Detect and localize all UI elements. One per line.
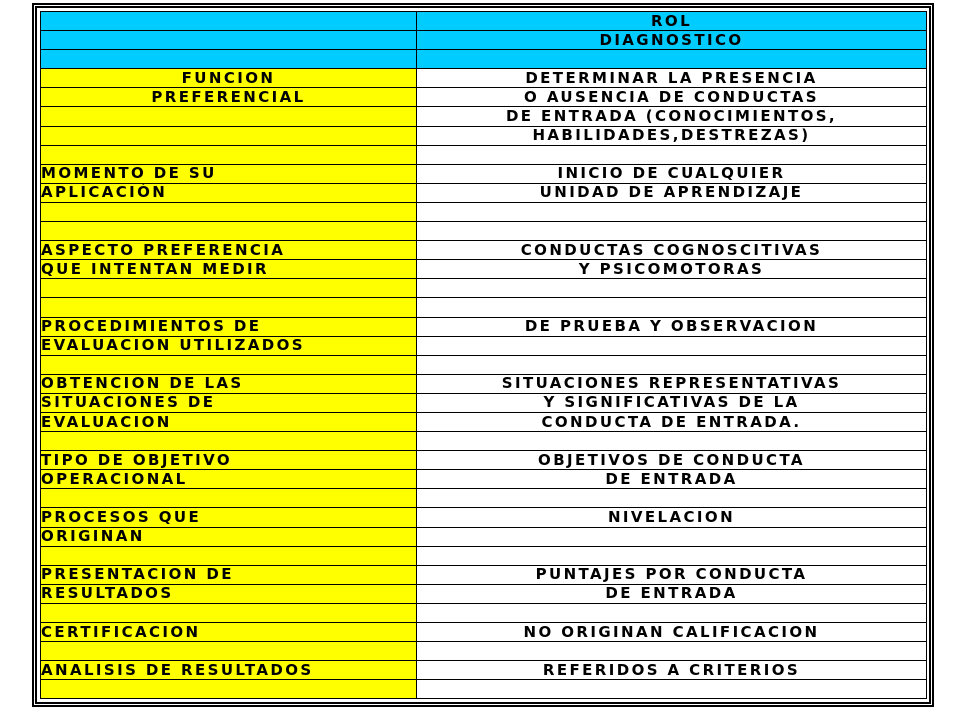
right-cell: CONDUCTA DE ENTRADA. [417,412,927,431]
table-row [41,451,927,470]
left-cell [41,603,417,622]
right-cell [417,202,927,221]
right-cell: ROL [417,12,927,31]
table-row [41,355,927,374]
table-row [41,126,927,145]
right-cell: DE ENTRADA [417,584,927,603]
right-cell: NO ORIGINAN CALIFICACION [417,623,927,642]
left-cell [41,12,417,31]
left-cell: APLICACIÓN [41,183,417,202]
left-cell: PROCEDIMIENTOS DE [41,317,417,336]
left-cell [41,145,417,164]
right-cell: O AUSENCIA DE CONDUCTAS [417,88,927,107]
left-cell [41,355,417,374]
table-row [41,279,927,298]
left-cell [41,50,417,69]
right-cell: INICIO DE CUALQUIER [417,164,927,183]
table-row [41,546,927,565]
left-cell [41,680,417,699]
table-row [41,374,927,393]
table-row [41,164,927,183]
left-cell: OBTENCION DE LAS [41,374,417,393]
table-row [41,661,927,680]
table-row [41,241,927,260]
table-row [41,432,927,451]
left-cell: MOMENTO DE SU [41,164,417,183]
table-row [41,298,927,317]
right-cell [417,603,927,622]
header-row [41,31,927,50]
left-cell: PREFERENCIAL [41,88,417,107]
right-cell [417,298,927,317]
table-row [41,393,927,412]
left-cell: SITUACIONES DE [41,393,417,412]
table-row [41,202,927,221]
left-cell: PRESENTACION DE [41,565,417,584]
left-cell [41,279,417,298]
right-cell: CONDUCTAS COGNOSCITIVAS [417,241,927,260]
left-cell: OPERACIONAL [41,470,417,489]
right-cell [417,489,927,508]
table-row [41,584,927,603]
left-cell [41,222,417,241]
right-cell: OBJETIVOS DE CONDUCTA [417,451,927,470]
table-row [41,145,927,164]
left-cell [41,107,417,126]
table-row [41,470,927,489]
right-cell [417,336,927,355]
left-cell: ANALISIS DE RESULTADOS [41,661,417,680]
header-row [41,50,927,69]
right-cell: UNIDAD DE APRENDIZAJE [417,183,927,202]
right-cell: DE PRUEBA Y OBSERVACION [417,317,927,336]
left-cell [41,31,417,50]
table-row [41,603,927,622]
table-row [41,88,927,107]
table-row [41,107,927,126]
table-row [41,680,927,699]
right-cell [417,222,927,241]
left-cell [41,489,417,508]
right-cell: DE ENTRADA [417,470,927,489]
left-cell [41,432,417,451]
right-cell [417,546,927,565]
table-row [41,317,927,336]
left-cell [41,298,417,317]
right-cell [417,642,927,661]
table-row [41,623,927,642]
table-row [41,69,927,88]
left-cell [41,642,417,661]
table-row [41,183,927,202]
table-row [41,642,927,661]
right-cell: DETERMINAR LA PRESENCIA [417,69,927,88]
table-row [41,412,927,431]
right-cell: HABILIDADES,DESTREZAS) [417,126,927,145]
table-row [41,565,927,584]
right-cell [417,527,927,546]
table-row [41,489,927,508]
left-cell [41,546,417,565]
left-cell: ASPECTO PREFERENCIA [41,241,417,260]
right-cell: Y PSICOMOTORAS [417,260,927,279]
right-cell [417,432,927,451]
left-cell: QUE INTENTAN MEDIR [41,260,417,279]
left-cell [41,126,417,145]
table-row [41,508,927,527]
right-cell: DIAGNOSTICO [417,31,927,50]
right-cell [417,50,927,69]
table-row [41,260,927,279]
right-cell [417,680,927,699]
table-row [41,336,927,355]
table-body [41,12,927,699]
left-cell: CERTIFICACION [41,623,417,642]
right-cell [417,355,927,374]
table-row [41,527,927,546]
left-cell: ORIGINAN [41,527,417,546]
table-row [41,222,927,241]
right-cell: Y SIGNIFICATIVAS DE LA [417,393,927,412]
left-cell [41,202,417,221]
right-cell: PUNTAJES POR CONDUCTA [417,565,927,584]
header-row [41,12,927,31]
right-cell: NIVELACION [417,508,927,527]
left-cell: TIPO DE OBJETIVO [41,451,417,470]
right-cell: REFERIDOS A CRITERIOS [417,661,927,680]
left-cell: FUNCION [41,69,417,88]
left-cell: EVALUACION [41,412,417,431]
right-cell: SITUACIONES REPRESENTATIVAS [417,374,927,393]
comparison-table [40,11,927,699]
left-cell: RESULTADOS [41,584,417,603]
left-cell: PROCESOS QUE [41,508,417,527]
left-cell: EVALUACION UTILIZADOS [41,336,417,355]
right-cell: DE ENTRADA (CONOCIMIENTOS, [417,107,927,126]
right-cell [417,145,927,164]
right-cell [417,279,927,298]
